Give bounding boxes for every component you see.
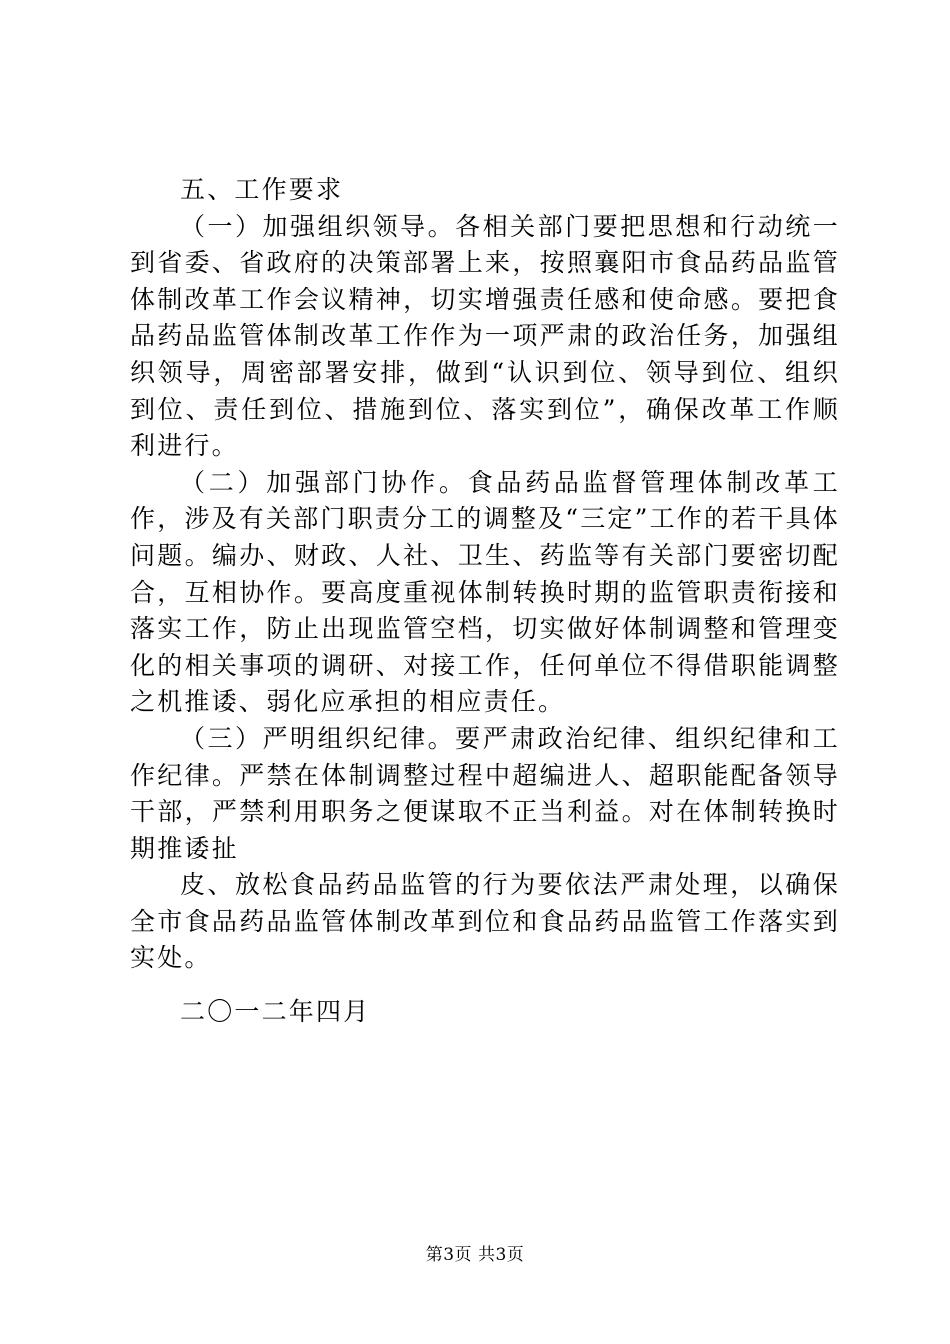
paragraph-department-cooperation: （二）加强部门协作。食品药品监督管理体制改革工作，涉及有关部门职责分工的调整及“三定”工作的若干具体问题。编办、财政、人社、卫生、药监等有关部门要密切配合，互相协作。要高度重视体制转换时期的监管职责衔接和落实工作，防止出现监管空档，切实做好体制调整和管理变化的相关事项的调研、对接工作，任何单位不得借职能调整之机推诿、弱化应承担的相应责任。 [130,467,840,717]
section-heading: 五、工作要求 [180,175,344,204]
paragraph-organization-discipline: （三）严明组织纪律。要严肃政治纪律、组织纪律和工作纪律。严禁在体制调整过程中超编进人、超职能配备领导干部，严禁利用职务之便谋取不正当利益。对在体制转换时期推诿扯 [130,723,840,863]
document-body [130,172,840,1031]
paragraph-discipline-continued: 皮、放松食品药品监管的行为要依法严肃处理，以确保全市食品药品监管体制改革到位和食品药品监管工作落实到实处。 [130,870,840,973]
page-number-footer: 第3页 共3页 [425,1245,525,1265]
document-date: 二〇一二年四月 [180,997,371,1027]
paragraph-organization-leadership: （一）加强组织领导。各相关部门要把思想和行动统一到省委、省政府的决策部署上来，按照襄阳市食品药品监管体制改革工作会议精神，切实增强责任感和使命感。要把食品药品监管体制改革工作作为一项严肃的政治任务，加强组织领导，周密部署安排，做到“认识到位、领导到位、组织到位、责任到位、措施到位、落实到位”，确保改革工作顺利进行。 [130,211,840,461]
